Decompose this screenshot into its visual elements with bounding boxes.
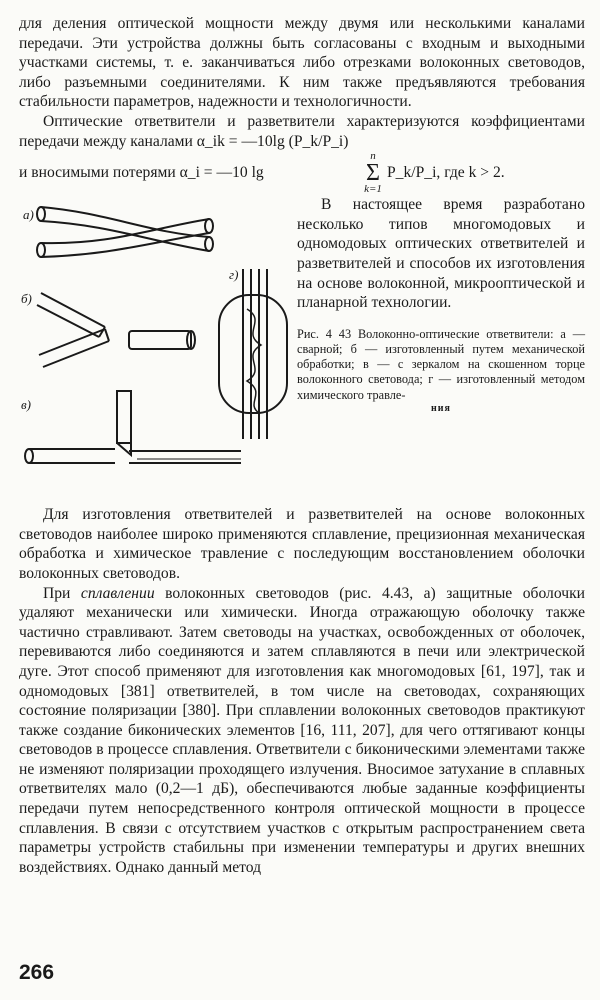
- paragraph-2: Оптические ответвители и разветвители характеризуются коэффициентами передачи между каналами α_ik = —10lg (P_k/P_i): [19, 112, 585, 150]
- paragraph-5-lead: При: [43, 584, 71, 602]
- polished-fibers-drawing: [37, 293, 195, 367]
- sum-upper-limit: n: [370, 150, 376, 163]
- sum-operator: [364, 151, 382, 195]
- label-c: в): [21, 397, 31, 413]
- formula-lead: и вносимыми потерями α_i = —10 lg: [19, 164, 264, 182]
- loss-formula: [19, 151, 585, 195]
- label-b: б): [21, 291, 32, 307]
- figure-caption-tail: ния: [431, 402, 451, 414]
- paragraph-1: для деления оптической мощности между двумя или несколькими каналами передачи. Эти устройства должны быть согласованы с входным и выходными участками системы, т. е. заканчиваться либо отрезками волоконных световодов, либо разъемными соединителями. К ним также предъявляются требования стабильности параметров, надежности и технологичности.: [19, 15, 585, 111]
- figure-caption: Рис. 4 43 Волоконно-оптические ответвители: а — сварной; б — изготовленный путем механической обработки; в — с зеркалом на скошенном торце волоконного световода; г — изготовленный методом химического травле-: [297, 326, 585, 402]
- right-column: [297, 195, 585, 414]
- formula-tail: P_k/P_i, где k > 2.: [387, 164, 505, 182]
- paragraph-5-rest: волоконных световодов (рис. 4.43, а) защитные оболочки удаляют механически или химически. Иногда отражающую оболочку также частично стравливают. Затем световоды на участках, освобожденных от оболочек, перевиваются либо соединяются и затем сплавляются в печи или электрической дуге. Этот способ применяют для изготовления как многомодовых [61, 197], так и одномодовых [381] ответвителей, в том числе на световодах, сохраняющих состояние поляризации [380]. При сплавлении волоконных световодов практикуют также создание биконических элементов [16, 111, 207], для чего оттягивают концы световодов в процессе сплавления. Ответвители с биконическими элементами также не изменяют поляризации проходящего излучения. Вносимое затухание в сплавных ответвителях мало (0,2—1 дБ), обеспечиваются любые заданные коэффициенты передачи путем непосредственного контроля оптической мощности в процессе сплавления. В связи с отсутствием участков с открытым распространением света параметры устройств стабильны при изменении температуры и других внешних воздействиях. Однако данный метод: [19, 584, 585, 876]
- paragraph-5-emphasis: сплавлении: [80, 584, 155, 602]
- sum-lower-limit: k=1: [364, 183, 382, 196]
- paragraph-4: Для изготовления ответвителей и разветвителей на основе волоконных световодов наиболее широко применяются сплавление, прецизионная механическая обработка и химическое травление с последующим восстановлением оболочки волоконных световодов.: [19, 506, 585, 582]
- label-d: г): [229, 267, 239, 283]
- paragraph-3: В настоящее время разработано несколько типов многомодовых и одномодовых оптических ответвителей и разветвителей и способов их изготовления на основе волоконной, микрооптической и планарной технологии.: [297, 196, 585, 312]
- page-content: [19, 14, 585, 877]
- figure-4-43: [19, 196, 585, 495]
- etched-coupler-drawing: [219, 269, 287, 439]
- label-a: а): [23, 207, 34, 223]
- sum-symbol: Σ: [366, 160, 380, 187]
- coupler-illustration: [19, 199, 291, 495]
- fused-fibers-drawing: [37, 207, 213, 257]
- paragraph-5: [19, 584, 585, 878]
- mirror-fiber-drawing: [25, 391, 241, 463]
- page-number: 266: [19, 961, 55, 984]
